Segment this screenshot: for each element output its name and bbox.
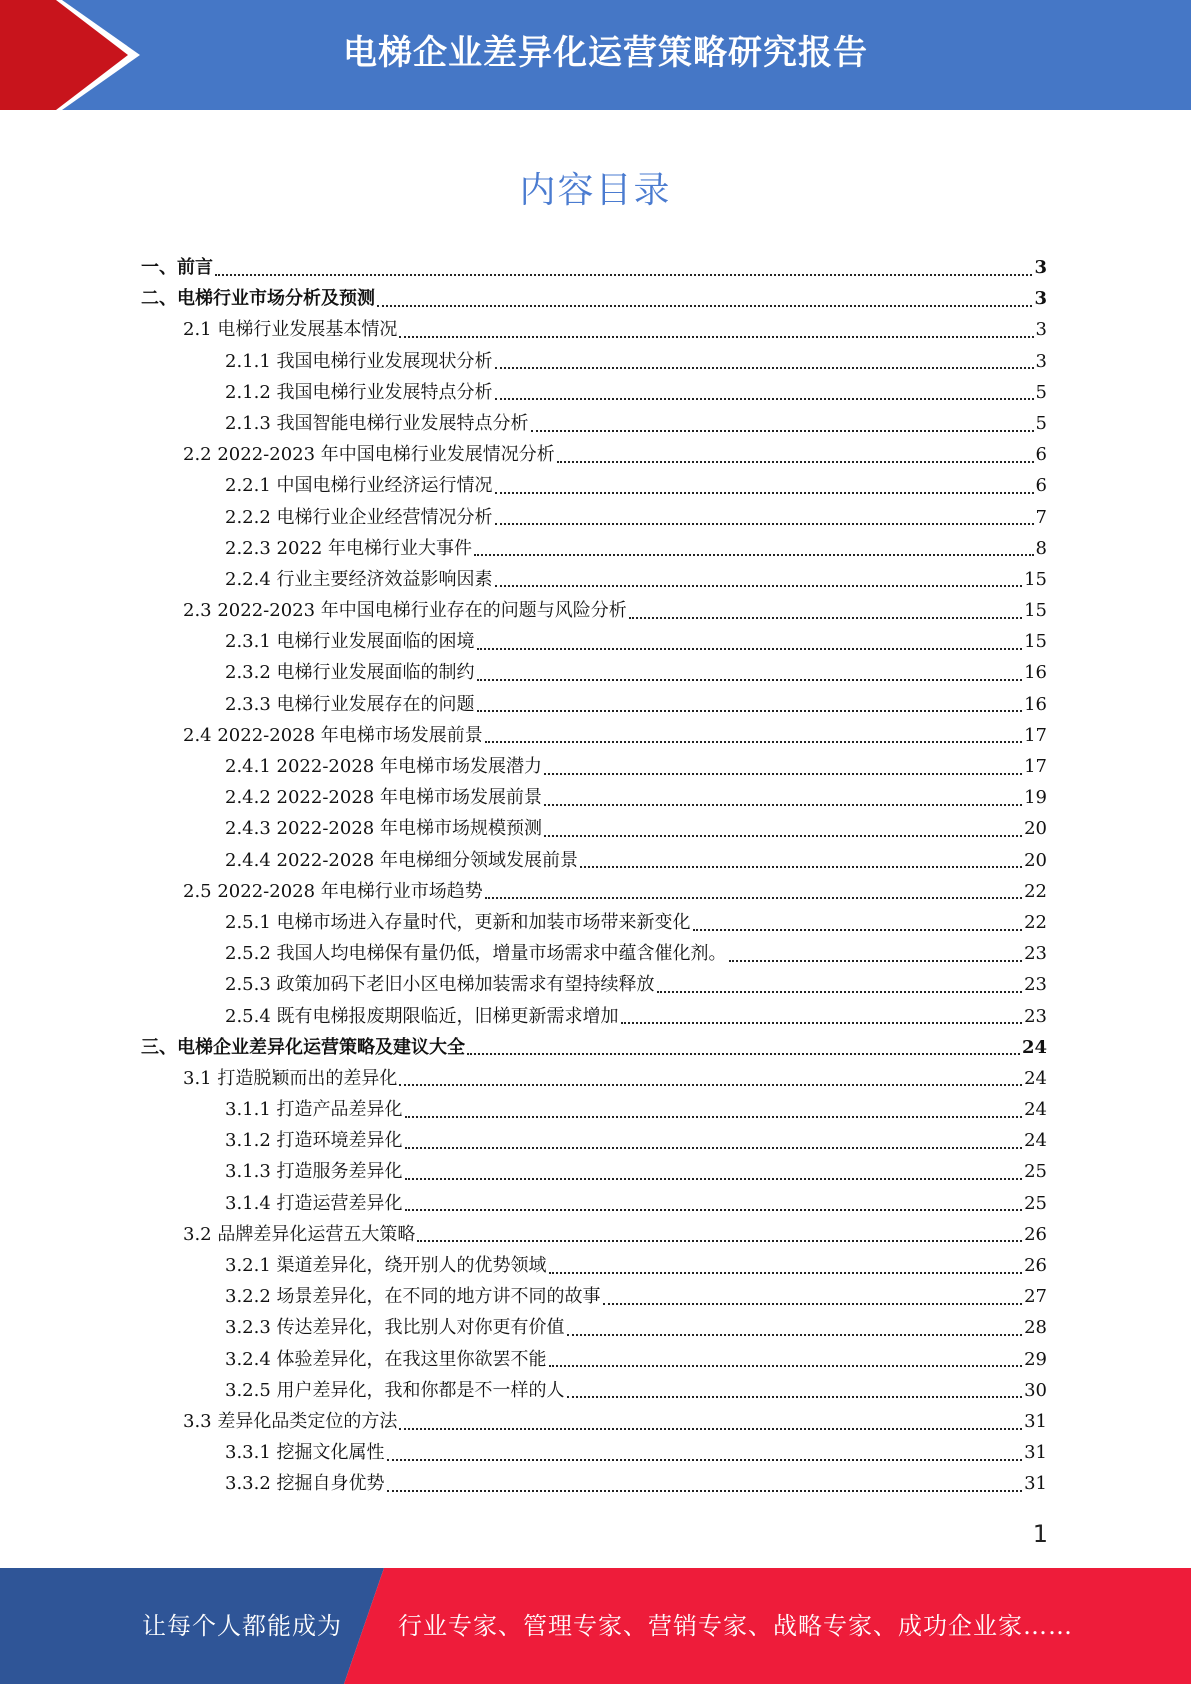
footer-slogan-left: 让每个人都能成为 bbox=[142, 1612, 342, 1640]
toc-dot-leader bbox=[467, 1053, 1020, 1055]
toc-entry-page: 30 bbox=[1024, 1379, 1047, 1401]
toc-entry[interactable] bbox=[141, 315, 1047, 346]
toc-entry-page: 5 bbox=[1035, 412, 1047, 434]
toc-dot-leader bbox=[629, 617, 1022, 619]
toc-entry-page: 5 bbox=[1035, 381, 1047, 403]
toc-entry-page: 15 bbox=[1024, 631, 1047, 653]
toc-entry-label: 3.1.2 打造环境差异化 bbox=[225, 1130, 403, 1152]
toc-entry-page: 24 bbox=[1024, 1130, 1047, 1152]
toc-entry[interactable] bbox=[141, 939, 1047, 970]
toc-entry[interactable] bbox=[141, 471, 1047, 502]
toc-entry[interactable] bbox=[141, 1469, 1047, 1500]
toc-entry-label: 2.2.4 行业主要经济效益影响因素 bbox=[225, 568, 493, 590]
toc-entry-page: 6 bbox=[1035, 475, 1047, 497]
toc-entry-page: 24 bbox=[1024, 1099, 1047, 1121]
toc-entry-page: 22 bbox=[1024, 880, 1047, 902]
toc-entry[interactable] bbox=[141, 1345, 1047, 1376]
toc-dot-leader bbox=[495, 367, 1034, 369]
toc-entry-page: 23 bbox=[1024, 974, 1047, 996]
toc-entry-label: 3.1.1 打造产品差异化 bbox=[225, 1099, 403, 1121]
toc-entry-page: 8 bbox=[1035, 537, 1047, 559]
toc-entry-label: 一、前言 bbox=[141, 257, 213, 278]
toc-entry-page: 28 bbox=[1024, 1317, 1047, 1339]
toc-entry-label: 2.2.2 电梯行业企业经营情况分析 bbox=[225, 506, 493, 528]
toc-entry-page: 3 bbox=[1034, 257, 1047, 278]
toc-entry-label: 2.3.2 电梯行业发展面临的制约 bbox=[225, 662, 475, 684]
toc-entry-label: 2.2.3 2022 年电梯行业大事件 bbox=[225, 537, 473, 559]
toc-entry-label: 2.3 2022-2023 年中国电梯行业存在的问题与风险分析 bbox=[183, 600, 627, 622]
toc-entry-page: 23 bbox=[1024, 943, 1047, 965]
toc-dot-leader bbox=[621, 1022, 1023, 1024]
toc-dot-leader bbox=[477, 679, 1023, 681]
toc-dot-leader bbox=[495, 585, 1023, 587]
toc-entry-page: 22 bbox=[1024, 911, 1047, 933]
toc-entry-label: 2.4 2022-2028 年电梯市场发展前景 bbox=[183, 724, 483, 746]
toc-dot-leader bbox=[729, 960, 1023, 962]
toc-entry[interactable] bbox=[141, 877, 1047, 908]
toc-entry-label: 2.1.3 我国智能电梯行业发展特点分析 bbox=[225, 412, 529, 434]
toc-entry-page: 25 bbox=[1024, 1161, 1047, 1183]
page-number: 1 bbox=[1032, 1520, 1048, 1548]
toc-entry-page: 15 bbox=[1024, 568, 1047, 590]
toc-entry-page: 7 bbox=[1035, 506, 1047, 528]
toc-dot-leader bbox=[557, 461, 1034, 463]
toc-entry[interactable] bbox=[141, 1220, 1047, 1251]
toc-entry-page: 27 bbox=[1024, 1286, 1047, 1308]
toc-entry[interactable] bbox=[141, 1189, 1047, 1220]
report-title: 电梯企业差异化运营策略研究报告 bbox=[343, 33, 868, 73]
toc-entry-page: 26 bbox=[1024, 1255, 1047, 1276]
toc-dot-leader bbox=[544, 835, 1022, 837]
toc-entry-label: 2.5 2022-2028 年电梯行业市场趋势 bbox=[183, 880, 483, 902]
toc-entry-label: 2.4.1 2022-2028 年电梯市场发展潜力 bbox=[225, 756, 542, 777]
toc-entry[interactable] bbox=[141, 503, 1047, 534]
toc-entry[interactable] bbox=[141, 440, 1047, 471]
toc-entry[interactable] bbox=[141, 1282, 1047, 1313]
toc-entry-page: 31 bbox=[1024, 1410, 1047, 1432]
toc-dot-leader bbox=[387, 1490, 1023, 1492]
toc-entry[interactable] bbox=[141, 1407, 1047, 1438]
toc-entry-page: 23 bbox=[1024, 1005, 1047, 1027]
toc-entry-page: 3 bbox=[1035, 319, 1047, 341]
header-banner bbox=[0, 0, 1191, 110]
toc-dot-leader bbox=[474, 554, 1033, 556]
toc-dot-leader bbox=[399, 1084, 1022, 1086]
toc-entry[interactable] bbox=[141, 627, 1047, 658]
toc-dot-leader bbox=[405, 1147, 1023, 1149]
toc-dot-leader bbox=[477, 648, 1023, 650]
toc-entry-page: 20 bbox=[1024, 849, 1047, 871]
toc-dot-leader bbox=[495, 523, 1034, 525]
toc-entry[interactable] bbox=[141, 1251, 1047, 1282]
footer-banner bbox=[0, 1568, 1191, 1684]
toc-entry[interactable] bbox=[141, 814, 1047, 845]
toc-entry-page: 24 bbox=[1024, 1067, 1047, 1089]
toc-dot-leader bbox=[377, 305, 1032, 307]
toc-entry-page: 31 bbox=[1024, 1442, 1047, 1464]
toc-dot-leader bbox=[544, 773, 1022, 775]
toc-entry[interactable] bbox=[141, 752, 1047, 783]
toc-entry[interactable] bbox=[141, 1157, 1047, 1188]
toc-dot-leader bbox=[657, 991, 1023, 993]
toc-dot-leader bbox=[417, 1240, 1022, 1242]
toc-dot-leader bbox=[405, 1209, 1023, 1211]
footer-slogan-right: 行业专家、管理专家、营销专家、战略专家、成功企业家…… bbox=[398, 1612, 1073, 1640]
toc-entry[interactable] bbox=[141, 253, 1047, 284]
toc-entry-page: 15 bbox=[1024, 600, 1047, 622]
toc-entry-label: 2.5.4 既有电梯报废期限临近，旧梯更新需求增加 bbox=[225, 1005, 619, 1027]
toc-entry-label: 2.1.1 我国电梯行业发展现状分析 bbox=[225, 350, 493, 372]
toc-entry-label: 2.5.3 政策加码下老旧小区电梯加装需求有望持续释放 bbox=[225, 974, 655, 996]
toc-dot-leader bbox=[405, 1178, 1023, 1180]
toc-dot-leader bbox=[549, 1272, 1023, 1274]
toc-entry-page: 20 bbox=[1024, 818, 1047, 840]
toc-dot-leader bbox=[495, 492, 1034, 494]
toc-entry[interactable] bbox=[141, 908, 1047, 939]
toc-entry-label: 3.3 差异化品类定位的方法 bbox=[183, 1410, 398, 1432]
toc-entry-label: 二、电梯行业市场分析及预测 bbox=[141, 288, 375, 310]
toc-entry-page: 17 bbox=[1024, 756, 1047, 777]
toc-entry-page: 26 bbox=[1024, 1223, 1047, 1245]
toc-dot-leader bbox=[485, 741, 1022, 743]
toc-dot-leader bbox=[485, 897, 1022, 899]
toc-entry-page: 3 bbox=[1035, 350, 1047, 372]
table-of-contents bbox=[141, 253, 1047, 1501]
toc-entry[interactable] bbox=[141, 846, 1047, 877]
toc-entry-label: 3.1.4 打造运营差异化 bbox=[225, 1192, 403, 1214]
toc-entry[interactable] bbox=[141, 1095, 1047, 1126]
toc-entry[interactable] bbox=[141, 378, 1047, 409]
toc-entry[interactable] bbox=[141, 534, 1047, 565]
toc-entry[interactable] bbox=[141, 1064, 1047, 1095]
toc-entry-label: 2.2 2022-2023 年中国电梯行业发展情况分析 bbox=[183, 444, 555, 466]
toc-entry[interactable] bbox=[141, 783, 1047, 814]
toc-entry-label: 3.3.2 挖掘自身优势 bbox=[225, 1473, 385, 1495]
toc-dot-leader bbox=[405, 1116, 1023, 1118]
toc-entry[interactable] bbox=[141, 1376, 1047, 1407]
toc-entry[interactable] bbox=[141, 596, 1047, 627]
toc-entry-label: 2.5.2 我国人均电梯保有量仍低，增量市场需求中蕴含催化剂。 bbox=[225, 943, 727, 965]
toc-dot-leader bbox=[215, 274, 1032, 276]
toc-entry-label: 3.2.3 传达差异化，我比别人对你更有价值 bbox=[225, 1317, 565, 1339]
toc-dot-leader bbox=[603, 1303, 1023, 1305]
toc-dot-leader bbox=[399, 1428, 1022, 1430]
toc-entry-page: 6 bbox=[1035, 444, 1047, 466]
toc-dot-leader bbox=[387, 1459, 1023, 1461]
toc-entry-page: 16 bbox=[1024, 662, 1047, 684]
toc-entry-label: 3.2.5 用户差异化，我和你都是不一样的人 bbox=[225, 1379, 565, 1401]
toc-entry-label: 3.2.1 渠道差异化，绕开别人的优势领域 bbox=[225, 1255, 547, 1276]
toc-dot-leader bbox=[531, 430, 1034, 432]
toc-entry-label: 三、电梯企业差异化运营策略及建议大全 bbox=[141, 1036, 465, 1058]
toc-entry-label: 2.3.3 电梯行业发展存在的问题 bbox=[225, 693, 475, 715]
toc-entry-page: 24 bbox=[1021, 1036, 1047, 1058]
toc-entry-label: 2.3.1 电梯行业发展面临的困境 bbox=[225, 631, 475, 653]
toc-entry-page: 25 bbox=[1024, 1192, 1047, 1214]
toc-entry-label: 2.5.1 电梯市场进入存量时代，更新和加装市场带来新变化 bbox=[225, 911, 691, 933]
toc-entry[interactable] bbox=[141, 1126, 1047, 1157]
toc-entry-page: 19 bbox=[1024, 787, 1047, 809]
toc-entry[interactable] bbox=[141, 1438, 1047, 1469]
toc-dot-leader bbox=[544, 804, 1022, 806]
red-chevron-icon bbox=[0, 0, 128, 110]
toc-dot-leader bbox=[495, 398, 1034, 400]
toc-dot-leader bbox=[567, 1396, 1023, 1398]
toc-entry[interactable] bbox=[141, 1033, 1047, 1064]
toc-entry-label: 3.2 品牌差异化运营五大策略 bbox=[183, 1223, 416, 1245]
toc-entry-label: 3.2.2 场景差异化，在不同的地方讲不同的故事 bbox=[225, 1286, 601, 1308]
toc-entry[interactable] bbox=[141, 565, 1047, 596]
toc-entry[interactable] bbox=[141, 721, 1047, 752]
toc-dot-leader bbox=[567, 1334, 1023, 1336]
toc-entry-label: 3.1.3 打造服务差异化 bbox=[225, 1161, 403, 1183]
toc-entry[interactable] bbox=[141, 1002, 1047, 1033]
toc-entry-label: 2.1 电梯行业发展基本情况 bbox=[183, 319, 398, 341]
toc-dot-leader bbox=[693, 929, 1023, 931]
toc-entry[interactable] bbox=[141, 1313, 1047, 1344]
toc-entry-page: 3 bbox=[1034, 288, 1047, 310]
toc-entry-label: 2.4.3 2022-2028 年电梯市场规模预测 bbox=[225, 818, 542, 840]
toc-entry-page: 16 bbox=[1024, 693, 1047, 715]
toc-dot-leader bbox=[580, 866, 1022, 868]
toc-dot-leader bbox=[399, 336, 1033, 338]
toc-entry[interactable] bbox=[141, 970, 1047, 1001]
toc-dot-leader bbox=[549, 1365, 1023, 1367]
toc-entry-label: 2.4.2 2022-2028 年电梯市场发展前景 bbox=[225, 787, 542, 809]
toc-entry[interactable] bbox=[141, 347, 1047, 378]
toc-entry-label: 3.3.1 挖掘文化属性 bbox=[225, 1442, 385, 1464]
toc-entry-label: 2.4.4 2022-2028 年电梯细分领域发展前景 bbox=[225, 849, 578, 871]
toc-entry[interactable] bbox=[141, 284, 1047, 315]
toc-entry-label: 3.1 打造脱颖而出的差异化 bbox=[183, 1067, 398, 1089]
toc-entry-page: 31 bbox=[1024, 1473, 1047, 1495]
toc-entry-page: 17 bbox=[1024, 724, 1047, 746]
toc-entry[interactable] bbox=[141, 409, 1047, 440]
toc-entry[interactable] bbox=[141, 658, 1047, 689]
toc-entry-page: 29 bbox=[1024, 1348, 1047, 1370]
toc-entry-label: 2.2.1 中国电梯行业经济运行情况 bbox=[225, 475, 493, 497]
toc-entry-label: 3.2.4 体验差异化，在我这里你欲罢不能 bbox=[225, 1348, 547, 1370]
toc-entry[interactable] bbox=[141, 690, 1047, 721]
toc-dot-leader bbox=[477, 710, 1023, 712]
toc-heading: 内容目录 bbox=[519, 170, 672, 211]
toc-entry-label: 2.1.2 我国电梯行业发展特点分析 bbox=[225, 381, 493, 403]
